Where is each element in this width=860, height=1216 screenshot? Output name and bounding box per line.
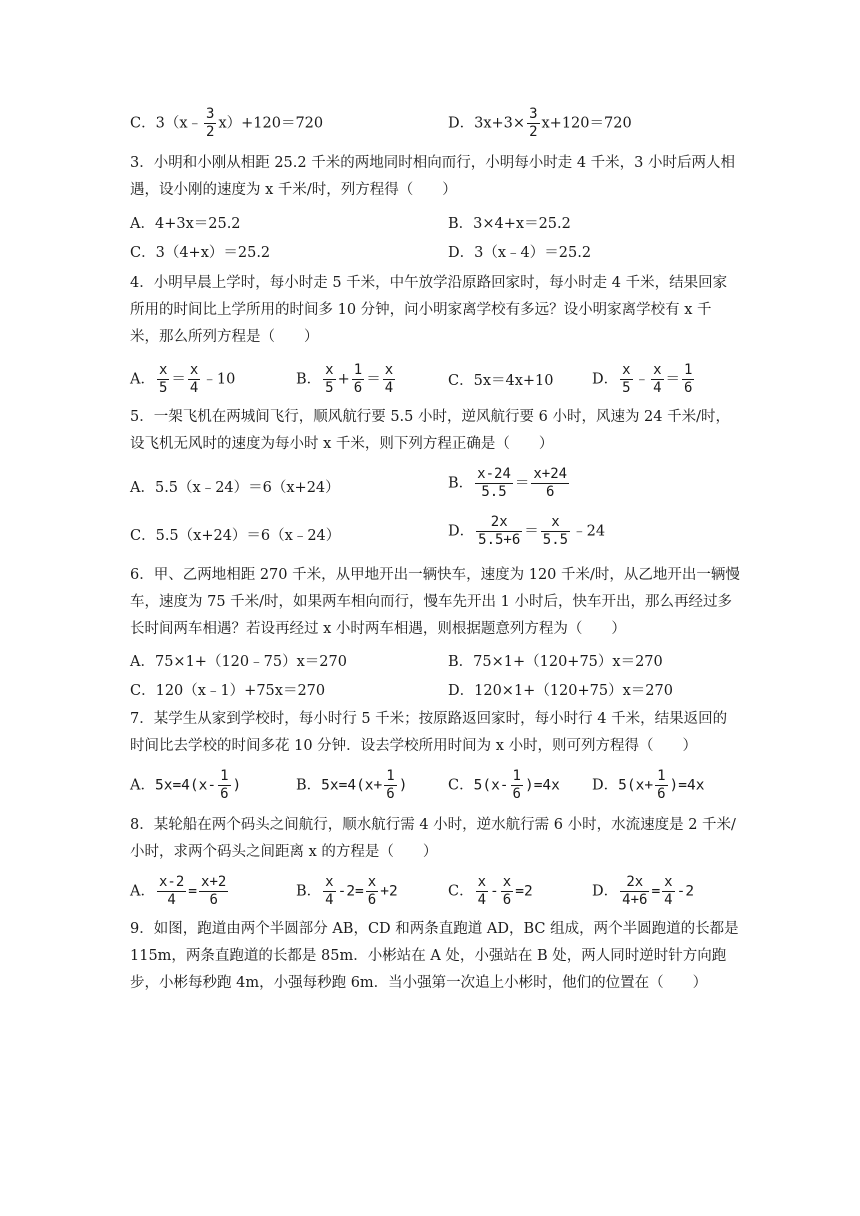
fraction — [366, 874, 378, 909]
denominator: 6 — [220, 786, 229, 802]
option-label: D． — [448, 523, 475, 540]
denominator: 6 — [367, 892, 377, 908]
numerator: x — [325, 874, 334, 890]
option-label: B． — [296, 371, 322, 388]
denominator: 4 — [477, 892, 487, 908]
numerator: 3 — [529, 106, 538, 122]
fraction — [651, 362, 663, 397]
q4-option-c: C．5x＝4x+10 — [448, 373, 554, 389]
numerator: x — [325, 362, 334, 378]
q6-option-a: A．75×1+（120﹣75）x＝270 — [130, 654, 347, 670]
denominator: 2 — [206, 124, 215, 140]
denominator: 6 — [502, 892, 512, 908]
numerator: 2x — [620, 874, 649, 892]
denominator: 2 — [529, 124, 538, 140]
denominator: 5 — [325, 380, 334, 396]
option-label: A． — [130, 883, 155, 900]
denominator: 6 — [386, 786, 395, 802]
q8-option-c — [448, 874, 533, 909]
denominator: 6 — [546, 484, 555, 500]
q5-stem: 5．一架飞机在两城间飞行，顺风航行要 5.5 小时，逆风航行要 6 小时，风速为 24 千米/时，设飞机无风时的速度为每小时 x 千米，则下列方程正确是（ ） — [130, 409, 730, 452]
denominator: 4+6 — [622, 892, 648, 908]
fraction — [475, 466, 513, 501]
numerator: 1 — [657, 768, 666, 784]
option-text: x+120＝720 — [541, 115, 632, 132]
option-text: x）+120＝720 — [218, 115, 324, 132]
q7-option-c — [448, 768, 560, 803]
fraction — [383, 362, 395, 397]
operator: ﹣ — [634, 371, 650, 388]
denominator: 4 — [664, 892, 673, 908]
denominator: 4 — [189, 380, 199, 396]
denominator: 5 — [622, 380, 631, 396]
numerator: 1 — [353, 362, 363, 378]
fraction — [157, 362, 169, 397]
option-label: A． — [130, 777, 155, 794]
denominator: 4 — [653, 380, 662, 396]
denominator: 4 — [384, 380, 394, 396]
numerator: x — [477, 874, 487, 890]
q3-option-d: D．3（x﹣4）＝25.2 — [448, 245, 592, 261]
fraction — [501, 874, 513, 909]
numerator: x — [367, 874, 377, 890]
numerator: x-24 — [477, 466, 511, 482]
expression: )=4x — [524, 777, 560, 794]
numerator: x+2 — [201, 874, 227, 890]
q7-option-a — [130, 768, 241, 803]
operator: + — [337, 371, 350, 388]
operator: =2 — [515, 883, 533, 900]
q5-option-a: A．5.5（x﹣24）＝6（x+24） — [130, 480, 340, 496]
numerator: 1 — [684, 362, 693, 378]
q3-option-a: A．4+3x＝25.2 — [130, 216, 241, 232]
fraction — [199, 874, 228, 909]
operator: ﹣10 — [202, 371, 236, 388]
fraction — [620, 874, 649, 909]
q5-option-d — [448, 514, 605, 549]
fraction — [188, 362, 200, 397]
fraction — [384, 768, 396, 803]
denominator: 6 — [512, 786, 521, 802]
fraction — [527, 106, 539, 141]
numerator: 3 — [206, 106, 215, 122]
operator: - — [490, 883, 499, 900]
q4-stem: 4．小明早晨上学时，每小时走 5 千米，中午放学沿原路回家时，每小时走 4 千米，结果回家所用的时间比上学所用的时间多 10 分钟，问小明家离学校有多远？设小明家离学校有 x 千米，那么所列方程是（ ） — [130, 275, 728, 345]
option-label: D． — [592, 371, 619, 388]
option-label: B． — [296, 777, 322, 794]
q8-option-a — [130, 874, 230, 909]
fraction — [655, 768, 667, 803]
numerator: 1 — [220, 768, 229, 784]
numerator: x — [653, 362, 662, 378]
fraction — [541, 514, 570, 549]
expression: ) — [232, 777, 242, 794]
expression: 5x=4(x+ — [321, 777, 383, 794]
denominator: 5 — [158, 380, 168, 396]
operator: ＝ — [366, 371, 381, 388]
numerator: 1 — [512, 768, 521, 784]
operator: -2= — [337, 883, 364, 900]
q7-option-b — [296, 768, 407, 803]
operator: ﹣24 — [572, 523, 606, 540]
option-label: C． — [448, 777, 474, 794]
fraction — [531, 466, 569, 501]
q6-option-d: D．120×1+（120+75）x＝270 — [448, 683, 673, 699]
q5-option-b — [448, 466, 571, 501]
q3-option-c: C．3（4+x）＝25.2 — [130, 245, 271, 261]
q2-option-d — [448, 106, 632, 141]
q9-stem: 9．如图，跑道由两个半圆部分 AB，CD 和两条直跑道 AD，BC 组成，两个半圆跑道的长都是 115m，两条直跑道的长都是 85m．小彬站在 A 处，小强站在 B 处，两人同时逆时针方向跑步，小彬每秒跑 4m，小强每秒跑 6m．当小强第一次追上小彬时，他们的位置在（ ） — [130, 921, 739, 991]
q8-stem: 8．某轮船在两个码头之间航行，顺水航行需 4 小时，逆水航行需 6 小时，水流速度是 2 千米/小时，求两个码头之间距离 x 的方程是（ ） — [130, 817, 736, 860]
numerator: x — [189, 362, 199, 378]
denominator: 5.5 — [481, 484, 507, 500]
numerator: x — [664, 874, 673, 890]
expression: 5x=4(x- — [154, 777, 217, 794]
option-text: C．3（x﹣ — [130, 115, 202, 132]
fraction — [323, 874, 335, 909]
denominator: 6 — [684, 380, 693, 396]
q7-option-d — [592, 768, 704, 803]
numerator: x+24 — [533, 466, 568, 482]
operator: +2 — [380, 883, 398, 900]
q5-option-c: C．5.5（x+24）＝6（x﹣24） — [130, 528, 341, 544]
denominator: 5.5 — [542, 532, 569, 548]
fraction — [218, 768, 230, 803]
numerator: x — [384, 362, 394, 378]
fraction — [204, 106, 216, 141]
numerator: x — [502, 874, 512, 890]
denominator: 6 — [209, 892, 218, 908]
denominator: 4 — [167, 892, 176, 908]
denominator: 6 — [657, 786, 666, 802]
q8-option-b — [296, 874, 398, 909]
q6-option-b: B．75×1+（120+75）x＝270 — [448, 654, 663, 670]
numerator: x — [541, 514, 570, 532]
q2-option-c — [130, 106, 323, 141]
numerator: x — [158, 362, 168, 378]
fraction — [682, 362, 694, 397]
denominator: 6 — [353, 380, 363, 396]
operator: ＝ — [524, 523, 539, 540]
option-label: A． — [130, 371, 155, 388]
fraction — [476, 514, 522, 549]
denominator: 5.5+6 — [478, 532, 521, 548]
q3-stem: 3．小明和小刚从相距 25.2 千米的两地同时相向而行，小明每小时走 4 千米，3 小时后两人相遇，设小刚的速度为 x 千米/时，列方程得（ ） — [130, 155, 736, 198]
option-label: C． — [448, 883, 474, 900]
q8-option-d — [592, 874, 694, 909]
q6-option-c: C．120（x﹣1）+75x＝270 — [130, 683, 326, 699]
numerator: x — [622, 362, 631, 378]
expression: 5(x- — [473, 777, 509, 794]
operator: = — [188, 883, 198, 900]
expression: ) — [398, 777, 408, 794]
fraction — [662, 874, 674, 909]
numerator: 2x — [476, 514, 522, 532]
operator: -2 — [676, 883, 695, 900]
q4-option-a — [130, 362, 235, 397]
fraction — [352, 362, 364, 397]
fraction — [323, 362, 335, 397]
expression: )=4x — [669, 777, 705, 794]
q3-option-b: B．3×4+x＝25.2 — [448, 216, 571, 232]
fraction — [476, 874, 488, 909]
expression: 5(x+ — [618, 777, 654, 794]
q7-stem: 7．某学生从家到学校时，每小时行 5 千米；按原路返回家时，每小时行 4 千米，结果返回的时间比去学校的时间多花 10 分钟．设去学校所用时间为 x 小时，则可列方程得（ ） — [130, 711, 728, 754]
denominator: 4 — [325, 892, 334, 908]
operator: ＝ — [171, 371, 186, 388]
q4-option-b — [296, 362, 397, 397]
option-label: D． — [592, 777, 619, 794]
option-label: B． — [448, 475, 474, 492]
q6-stem: 6．甲、乙两地相距 270 千米，从甲地开出一辆快车，速度为 120 千米/时，从乙地开出一辆慢车，速度为 75 千米/时，如果两车相向而行，慢车先开出 1 小时后，快车开出，那么再经过多长时间两车相遇？若设再经过 x 小时两车相遇，则根据题意列方程为（ ） — [130, 567, 740, 637]
fraction — [157, 874, 186, 909]
option-text: D．3x+3× — [448, 115, 526, 132]
operator: = — [651, 883, 661, 900]
numerator: x-2 — [158, 874, 185, 890]
fraction — [620, 362, 632, 397]
numerator: 1 — [386, 768, 395, 784]
fraction — [511, 768, 523, 803]
operator: ＝ — [514, 475, 530, 492]
option-label: B． — [296, 883, 322, 900]
q4-option-d — [592, 362, 696, 397]
operator: ＝ — [665, 371, 681, 388]
option-label: D． — [592, 883, 619, 900]
